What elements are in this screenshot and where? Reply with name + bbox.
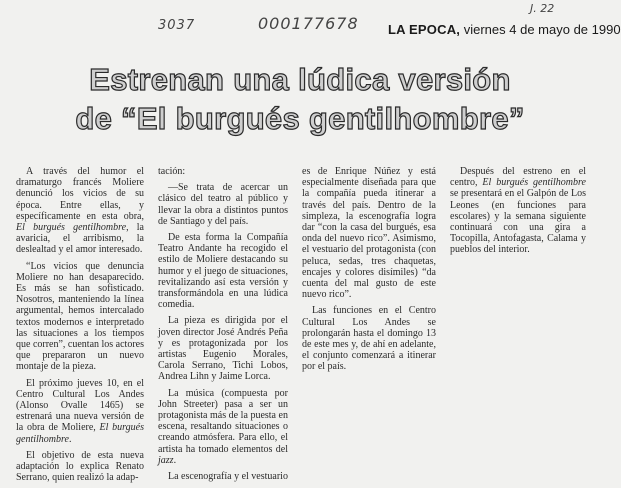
publication-date: viernes 4 de mayo de 1990 [463,22,621,37]
handwritten-note-right: J. 22 [530,2,555,15]
paragraph: Las funciones en el Centro Cultural Los Andes se prolongarán hasta el domingo 13 de este mes y, de ahí en adelante, el conjunto comenzará a itinerar por el país. [302,305,436,373]
handwritten-number-left: 3037 [158,18,196,33]
publication-name: LA EPOCA, [388,22,461,37]
paragraph: La pieza es dirigida por el joven director José Andrés Peña y es protagonizada por los artistas Eugenio Morales, Carola Serrano, Tichi Lobos, Andrea Lihn y Jaime Lorca. [158,315,288,383]
paragraph: tación: [158,166,186,177]
headline [0,60,600,138]
paragraph: es de Enrique Núñez y está especialmente diseñada para que la compañía pueda itinerar a través del país. Dentro de la simpleza, la escenografía logra dar “con la casa del burgués, esa onda del nuevo rico”. Asimismo, el vestuario del protagonista (con peluca, sedas, tres chaquetas, encajes y colores disímiles) “da cuenta del mal gusto de este nuevo rico”. [302,166,436,301]
article-column-2 [158,166,288,487]
handwritten-number-middle: 000177678 [258,14,359,33]
paragraph: Después del estreno en el centro, El burgués gentilhombre se presentará en el Galpón de Los Leones (en funciones para escolares) y la semana siguiente continuará con una gira a Tocopilla, Antofagasta, Calama y pueblos del interior. [450,166,586,256]
paragraph: —Se trata de acercar un clásico del teatro al público y llevar la obra a distintos puntos de Santiago y del país. [158,182,288,227]
paragraph: A través del humor el dramaturgo francés Moliere denunció los vicios de su época. Entre ellas, y específicamente en esta obra, El burgués gentilhombre, la avaricia, el arribismo, la deslealtad y el amor interesado. [16,166,144,256]
paragraph: De esta forma la Compañía Teatro Andante ha recogido el estilo de Moliere destacando su humor y el juego de situaciones, revitalizando así esta versión y transformándola en una lúdica comedia. [158,232,288,311]
article-column-3 [302,166,436,378]
headline-line-1: Estrenan una lúdica versión [89,62,511,97]
article-column-1 [16,166,144,488]
publication-header [388,22,621,37]
paragraph: “Los vicios que denuncia Moliere no han desaparecido. Es más se han sofisticado. Nosotros, manteniendo la línea argumental, hemos intercalado textos modernos e interpretado las situaciones a los tiempos que corren”, cuentan los actores que prepararon un nuevo montaje de la pieza. [16,260,144,373]
paragraph: La escenografía y el vestuario [168,471,288,483]
paragraph: El próximo jueves 10, en el Centro Cultural Los Andes (Alonso Ovalle 1465) se estrenará una nueva versión de la obra de Moliere, El burgués gentilhombre. [16,377,144,445]
article-column-4 [450,166,586,261]
paragraph: El objetivo de esta nueva adaptación lo explica Renato Serrano, quien realizó la adap- [16,449,144,484]
headline-line-2: de “El burgués gentilhombre” [75,101,525,136]
paragraph: La música (compuesta por John Streeter) pasa a ser un protagonista más de la puesta en escena, resaltando situaciones o creando atmósfera. Para ello, el artista ha tomado elementos del jazz. [158,387,288,466]
